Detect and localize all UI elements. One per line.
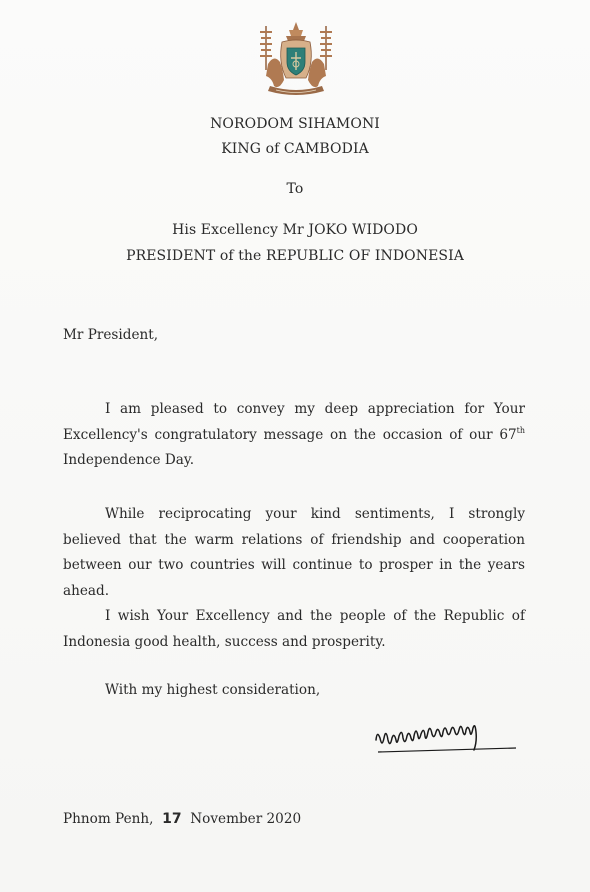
closing: With my highest consideration, xyxy=(105,682,321,698)
recipient-name: His Excellency Mr JOKO WIDODO xyxy=(172,222,418,238)
paragraph-2-text: While reciprocating your kind sentiments, I strongly believed that the warm relations of friendship and cooperation between our two countries will continue to prosper in the years ahead. xyxy=(63,506,525,599)
sender-name: NORODOM SIHAMONI xyxy=(210,116,380,132)
paragraph-1-text: I am pleased to convey my deep appreciation for Your Excellency's congratulatory message on the occasion of our 67 xyxy=(63,401,525,443)
paragraph-1-tail: Independence Day. xyxy=(63,452,195,468)
paragraph-2 xyxy=(63,502,525,604)
paragraph-1 xyxy=(63,397,525,474)
to-label: To xyxy=(286,181,304,197)
signature xyxy=(372,722,528,760)
salutation: Mr President, xyxy=(63,327,159,343)
recipient-title: PRESIDENT of the REPUBLIC OF INDONESIA xyxy=(126,248,464,264)
ordinal-suffix: th xyxy=(516,425,525,435)
date-place: Phnom Penh, xyxy=(63,811,154,827)
date-line xyxy=(63,811,301,827)
sender-title: KING of CAMBODIA xyxy=(221,141,369,157)
date-day: 17 xyxy=(162,811,182,827)
date-month-year: November 2020 xyxy=(190,811,302,827)
royal-coat-of-arms-icon xyxy=(256,20,336,102)
paragraph-3-text: I wish Your Excellency and the people of the Republic of Indonesia good health, success and prosperity. xyxy=(63,608,525,650)
paragraph-3 xyxy=(63,604,525,655)
